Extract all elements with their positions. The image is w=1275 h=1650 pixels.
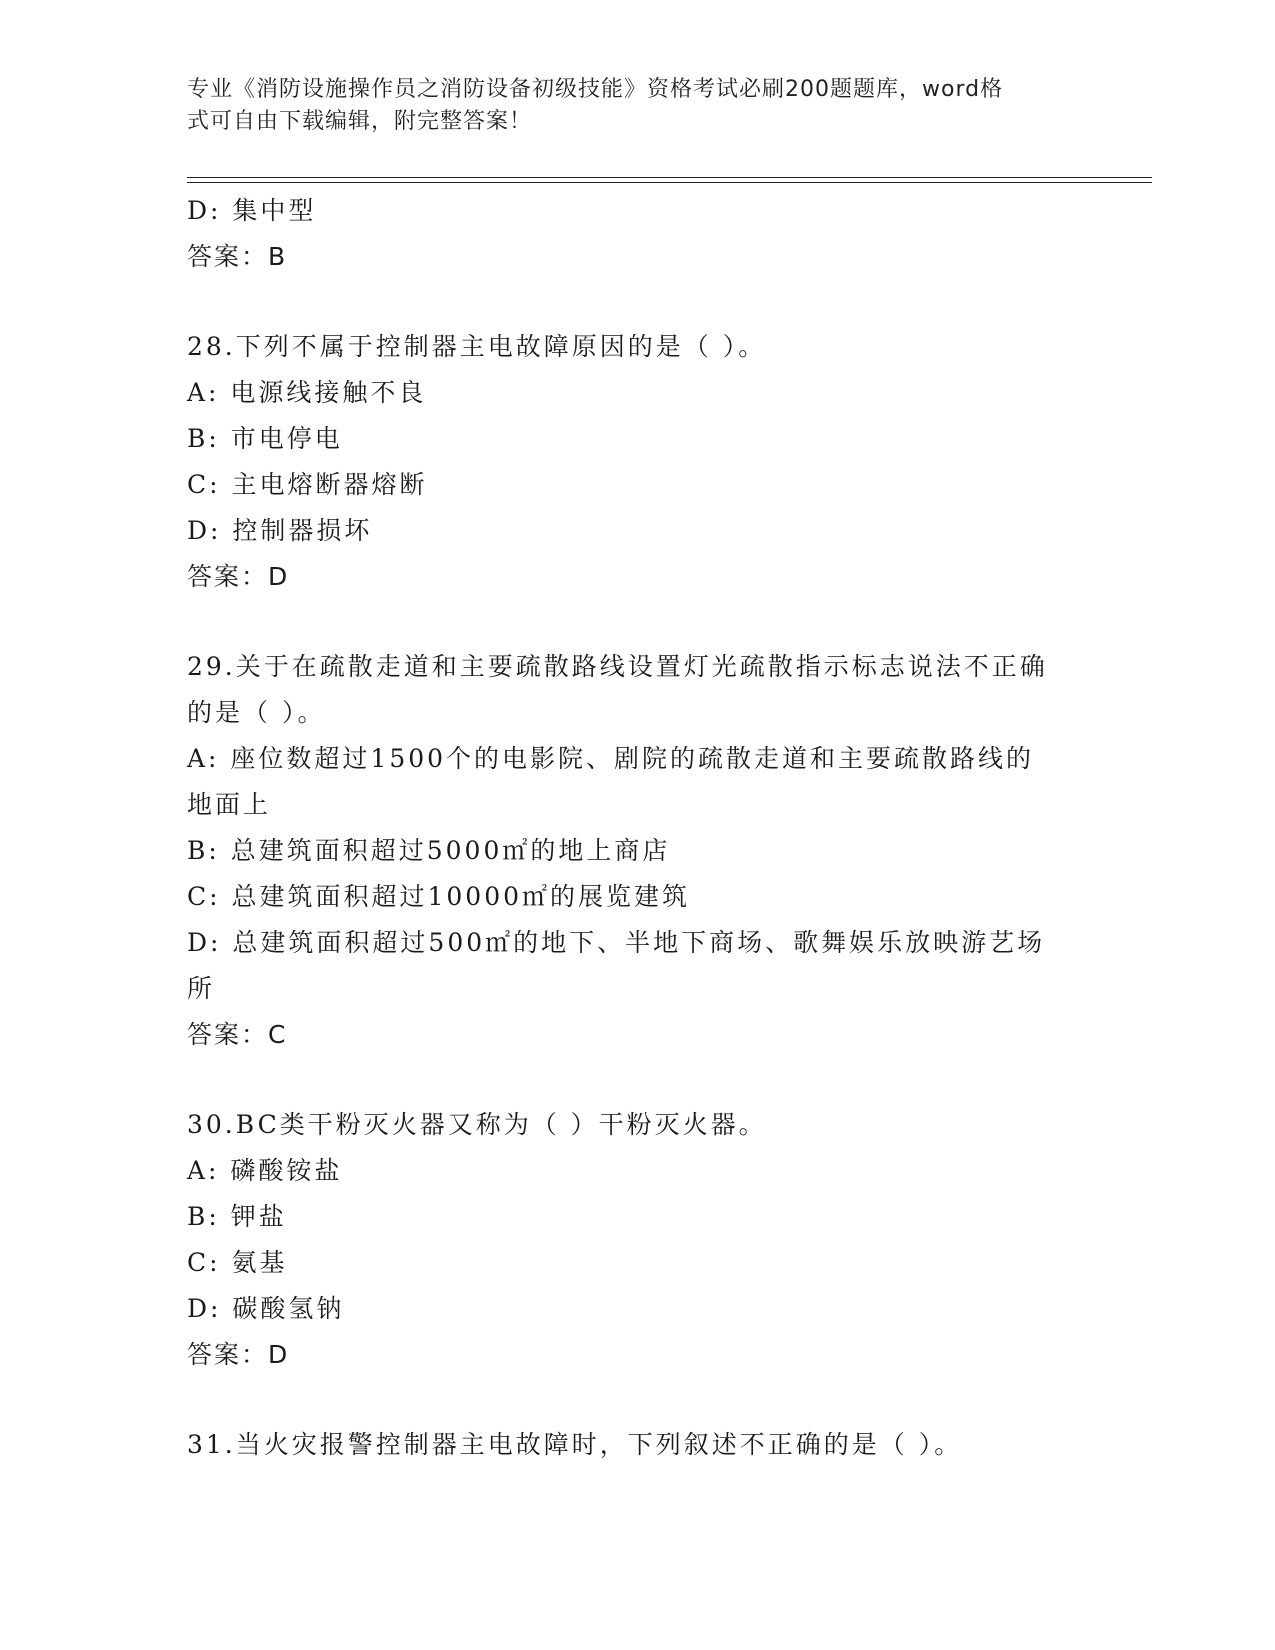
option-c: C: 总建筑面积超过10000㎡的展览建筑 xyxy=(187,882,691,911)
option-d: D: 碳酸氢钠 xyxy=(187,1294,345,1323)
option-b: B: 总建筑面积超过5000㎡的地上商店 xyxy=(187,836,671,865)
option-a: A: 电源线接触不良 xyxy=(187,378,427,407)
continued-option-d: D: 集中型 xyxy=(187,196,317,225)
question-stem: 28.下列不属于控制器主电故障原因的是（ ）。 xyxy=(187,332,767,361)
question-28 xyxy=(187,324,1087,600)
spacer xyxy=(187,1058,1087,1102)
option-d-line-2: 所 xyxy=(187,974,216,1003)
question-stem: 30.BC类干粉灭火器又称为（ ）干粉灭火器。 xyxy=(187,1110,767,1139)
header-divider-top xyxy=(187,177,1152,178)
answer: 答案：D xyxy=(187,1340,290,1369)
option-c: C: 主电熔断器熔断 xyxy=(187,470,428,499)
option-d: D: 控制器损坏 xyxy=(187,516,373,545)
option-a-line-2: 地面上 xyxy=(187,790,272,819)
answer: 答案：D xyxy=(187,562,290,591)
question-content xyxy=(187,188,1087,1468)
spacer xyxy=(187,280,1087,324)
question-stem-line-1: 29.关于在疏散走道和主要疏散路线设置灯光疏散指示标志说法不正确 xyxy=(187,652,1048,681)
header-line-1: 专业《消防设施操作员之消防设备初级技能》资格考试必刷200题题库，word格 xyxy=(187,77,1004,102)
spacer xyxy=(187,1378,1087,1422)
option-a: A: 磷酸铵盐 xyxy=(187,1156,343,1185)
answer: 答案：C xyxy=(187,1020,288,1049)
question-30 xyxy=(187,1102,1087,1378)
spacer xyxy=(187,600,1087,644)
option-b: B: 钾盐 xyxy=(187,1202,287,1231)
option-d-line-1: D: 总建筑面积超过500㎡的地下、半地下商场、歌舞娱乐放映游艺场 xyxy=(187,928,1046,957)
question-29 xyxy=(187,644,1087,1058)
option-c: C: 氨基 xyxy=(187,1248,288,1277)
option-a-line-1: A: 座位数超过1500个的电影院、剧院的疏散走道和主要疏散路线的 xyxy=(187,744,1035,773)
question-31 xyxy=(187,1422,1087,1468)
question-stem: 31.当火灾报警控制器主电故障时，下列叙述不正确的是（ ）。 xyxy=(187,1430,963,1459)
header-divider-bottom xyxy=(187,182,1152,183)
continued-answer: 答案：B xyxy=(187,242,288,271)
header-line-2: 式可自由下载编辑，附完整答案！ xyxy=(187,109,533,134)
document-header xyxy=(187,74,1067,138)
question-stem-line-2: 的是（ ）。 xyxy=(187,698,326,727)
option-b: B: 市电停电 xyxy=(187,424,343,453)
